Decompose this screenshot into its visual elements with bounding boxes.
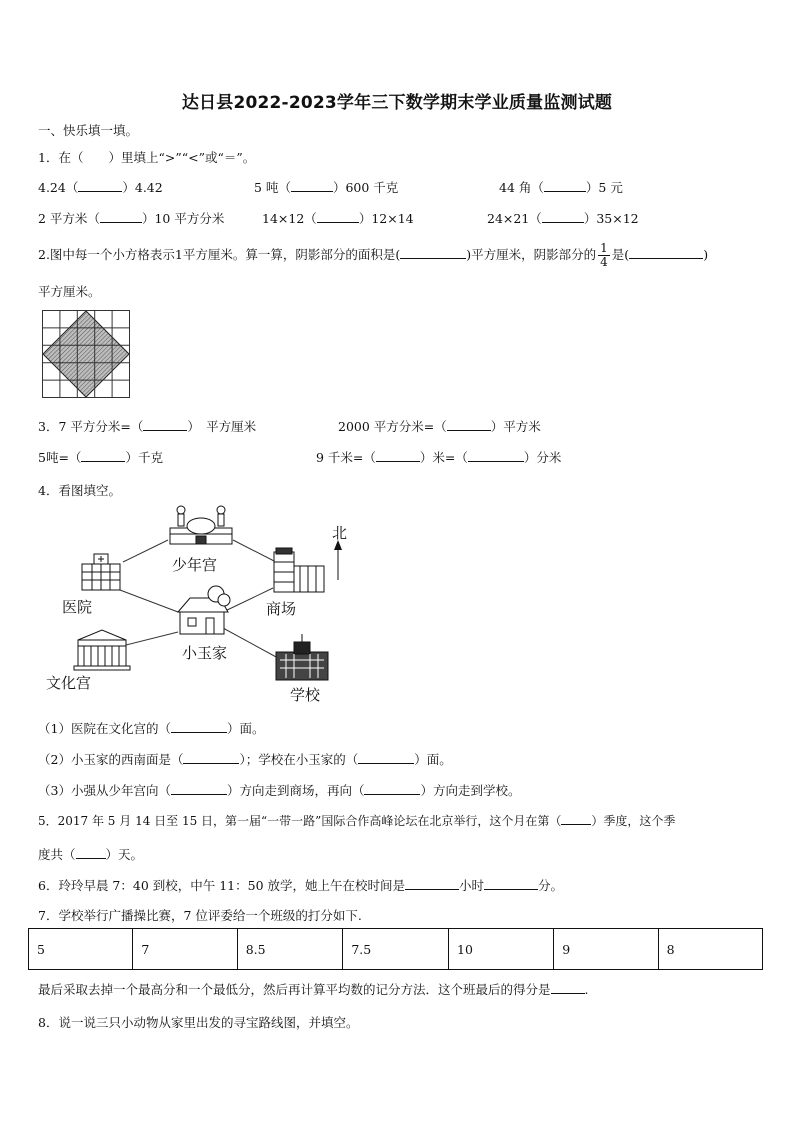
q4-stem: 4．看图填空。 <box>38 483 121 498</box>
q3-item-4-mid: ）米=（ <box>419 450 468 465</box>
q4-sub2-text-b: ）；学校在小玉家的（ <box>239 752 359 767</box>
answer-blank[interactable] <box>171 782 227 795</box>
q4-sub1-text-a: （1）医院在文化宫的（ <box>38 721 171 736</box>
answer-blank[interactable] <box>143 418 187 431</box>
shaded-grid-figure <box>42 310 130 398</box>
q1-item-2-right: 600 千克 <box>345 180 399 195</box>
answer-blank[interactable] <box>291 179 333 192</box>
q4-sub2-text-a: （2）小玉家的西南面是（ <box>38 752 184 767</box>
q4-sub3 <box>38 781 521 799</box>
q3-item-2-right: ）平方米 <box>490 419 541 434</box>
hospital-icon <box>82 554 120 590</box>
q3-item-4-left: 9 千米=（ <box>316 450 376 465</box>
q1-item-5-right: 12×14 <box>371 211 414 226</box>
label-xiaoyu-home: 小玉家 <box>182 644 228 662</box>
youth-palace-icon <box>170 506 232 544</box>
q3-item-2-left: 2000 平方分米=（ <box>338 419 447 434</box>
q5-text-b: ）季度，这个季 <box>591 814 676 828</box>
answer-blank[interactable] <box>81 449 125 462</box>
q5-text-a: 5．2017 年 5 月 14 日至 15 日，第一届“一带一路”国际合作高峰论坛在北京举行，这个月在第（ <box>38 814 562 828</box>
direction-map <box>38 500 368 710</box>
q5-text-c: 度共（ <box>38 847 76 862</box>
shaded-diamond <box>43 311 129 397</box>
north-label: 北 <box>332 524 348 542</box>
answer-blank[interactable] <box>364 782 420 795</box>
q4-sub3-text-b: ）方向走到商场，再向（ <box>226 783 365 798</box>
q6-line <box>38 876 563 894</box>
answer-blank[interactable] <box>544 179 586 192</box>
q3-item-1-right: ） 平方厘米 <box>187 419 257 434</box>
section-heading: 一、快乐填一填。 <box>38 123 139 138</box>
q2-line1 <box>38 242 708 269</box>
answer-blank[interactable] <box>542 210 584 223</box>
table-row <box>29 929 763 970</box>
score-table <box>28 928 763 970</box>
q1-item-3: 44 角（ ）5 元 <box>499 180 623 195</box>
q1-item-4-right: 10 平方分米 <box>154 211 225 226</box>
q3-item-1-left: 3．7 平方分米=（ <box>38 419 144 434</box>
q7-stem: 7．学校举行广播操比赛，7 位评委给一个班级的打分如下. <box>38 908 362 923</box>
q2-text-2: )平方厘米，阴影部分的 <box>466 247 597 262</box>
score-cell: 8.5 <box>237 929 343 970</box>
mall-icon <box>274 548 324 592</box>
answer-blank[interactable] <box>561 812 591 825</box>
q1-stem: 1．在（ ）里填上“>”“<”或“＝”。 <box>38 150 256 165</box>
q2-text-4: ) <box>703 247 709 262</box>
label-youth-palace: 少年宫 <box>172 556 218 574</box>
answer-blank[interactable] <box>468 449 524 462</box>
fraction-numerator: 1 <box>600 241 608 255</box>
q8-stem: 8．说一说三只小动物从家里出发的寻宝路线图，并填空。 <box>38 1015 359 1030</box>
q3-item-3-left: 5吨=（ <box>38 450 82 465</box>
q4-sub1-text-b: ）面。 <box>226 721 265 736</box>
answer-blank[interactable] <box>400 246 466 259</box>
q7-after-end: . <box>584 982 589 997</box>
q1-item-6-left: 24×21 <box>487 211 530 226</box>
q3-item-1 <box>38 417 256 435</box>
answer-blank[interactable] <box>183 751 239 764</box>
q7-after <box>38 980 589 998</box>
score-cell: 5 <box>29 929 133 970</box>
label-hospital: 医院 <box>62 598 93 616</box>
q1-item-5-left: 14×12 <box>262 211 305 226</box>
answer-blank[interactable] <box>447 418 491 431</box>
q3-item-2 <box>338 417 541 435</box>
q3-item-4-right: ）分米 <box>523 450 562 465</box>
score-cell: 7 <box>133 929 237 970</box>
score-cell: 8 <box>658 929 762 970</box>
q4-sub3-text-a: （3）小强从少年宫向（ <box>38 783 171 798</box>
q1-item-3-right: 5 元 <box>598 180 623 195</box>
answer-blank[interactable] <box>405 877 459 890</box>
q4-sub2-text-c: ）面。 <box>414 752 452 767</box>
answer-blank[interactable] <box>551 981 585 994</box>
cultural-palace-icon <box>74 630 130 670</box>
answer-blank[interactable] <box>317 210 359 223</box>
q1-item-6: 24×21（ ）35×12 <box>487 211 639 226</box>
q7-after-text: 最后采取去掉一个最高分和一个最低分，然后再计算平均数的记分方法．这个班最后的得分是 <box>38 982 551 997</box>
q4-sub1 <box>38 719 264 737</box>
answer-blank[interactable] <box>171 720 227 733</box>
answer-blank[interactable] <box>78 179 122 192</box>
q6-text-b: 小时 <box>459 878 485 893</box>
q1-item-1-left: 4.24 <box>38 180 66 195</box>
q2-text-3: 是( <box>611 247 630 262</box>
q1-item-2-left: 5 吨 <box>254 180 279 195</box>
answer-blank[interactable] <box>484 877 538 890</box>
answer-blank[interactable] <box>358 751 414 764</box>
q4-sub2 <box>38 750 452 768</box>
q1-item-2: 5 吨（ ）600 千克 <box>254 180 399 195</box>
north-arrow-icon <box>334 540 342 580</box>
q4-sub3-text-c: ）方向走到学校。 <box>420 783 521 798</box>
q1-item-4-left: 2 平方米 <box>38 211 88 226</box>
q6-text-c: 分。 <box>538 878 564 893</box>
q3-item-3-right: ）千克 <box>125 450 163 465</box>
answer-blank[interactable] <box>376 449 420 462</box>
q1-item-5: 14×12（ ）12×14 <box>262 211 414 226</box>
answer-blank[interactable] <box>100 210 142 223</box>
fraction-one-quarter <box>598 242 610 269</box>
house-icon <box>178 586 230 634</box>
q2-line2: 平方厘米。 <box>38 284 101 299</box>
q1-item-1: 4.24（ ）4.42 <box>38 180 163 195</box>
q6-text-a: 6．玲玲早晨 7：40 到校，中午 11：50 放学，她上午在校时间是 <box>38 878 406 893</box>
q1-item-4: 2 平方米（ ）10 平方分米 <box>38 211 225 226</box>
answer-blank[interactable] <box>76 846 106 859</box>
label-cultural-palace: 文化宫 <box>46 674 92 692</box>
q3-item-4 <box>316 448 561 466</box>
label-school: 学校 <box>290 686 321 704</box>
fraction-denominator: 4 <box>600 255 608 269</box>
q2-text-1: 2.图中每一个小方格表示1平方厘米。算一算，阴影部分的面积是( <box>38 247 401 262</box>
label-mall: 商场 <box>266 600 297 618</box>
q5-text-d: ）天。 <box>105 847 144 862</box>
q3-item-3 <box>38 448 163 466</box>
answer-blank[interactable] <box>629 246 703 259</box>
q1-item-3-left: 44 角 <box>499 180 532 195</box>
score-cell: 7.5 <box>343 929 449 970</box>
q1-item-1-right: 4.42 <box>134 180 163 195</box>
q5-line1 <box>38 812 675 829</box>
q1-item-6-right: 35×12 <box>596 211 639 226</box>
school-icon <box>276 634 328 680</box>
score-cell: 10 <box>449 929 554 970</box>
score-cell: 9 <box>554 929 658 970</box>
q5-line2 <box>38 845 143 863</box>
page-title: 达日县2022-2023学年三下数学期末学业质量监测试题 <box>181 93 613 113</box>
